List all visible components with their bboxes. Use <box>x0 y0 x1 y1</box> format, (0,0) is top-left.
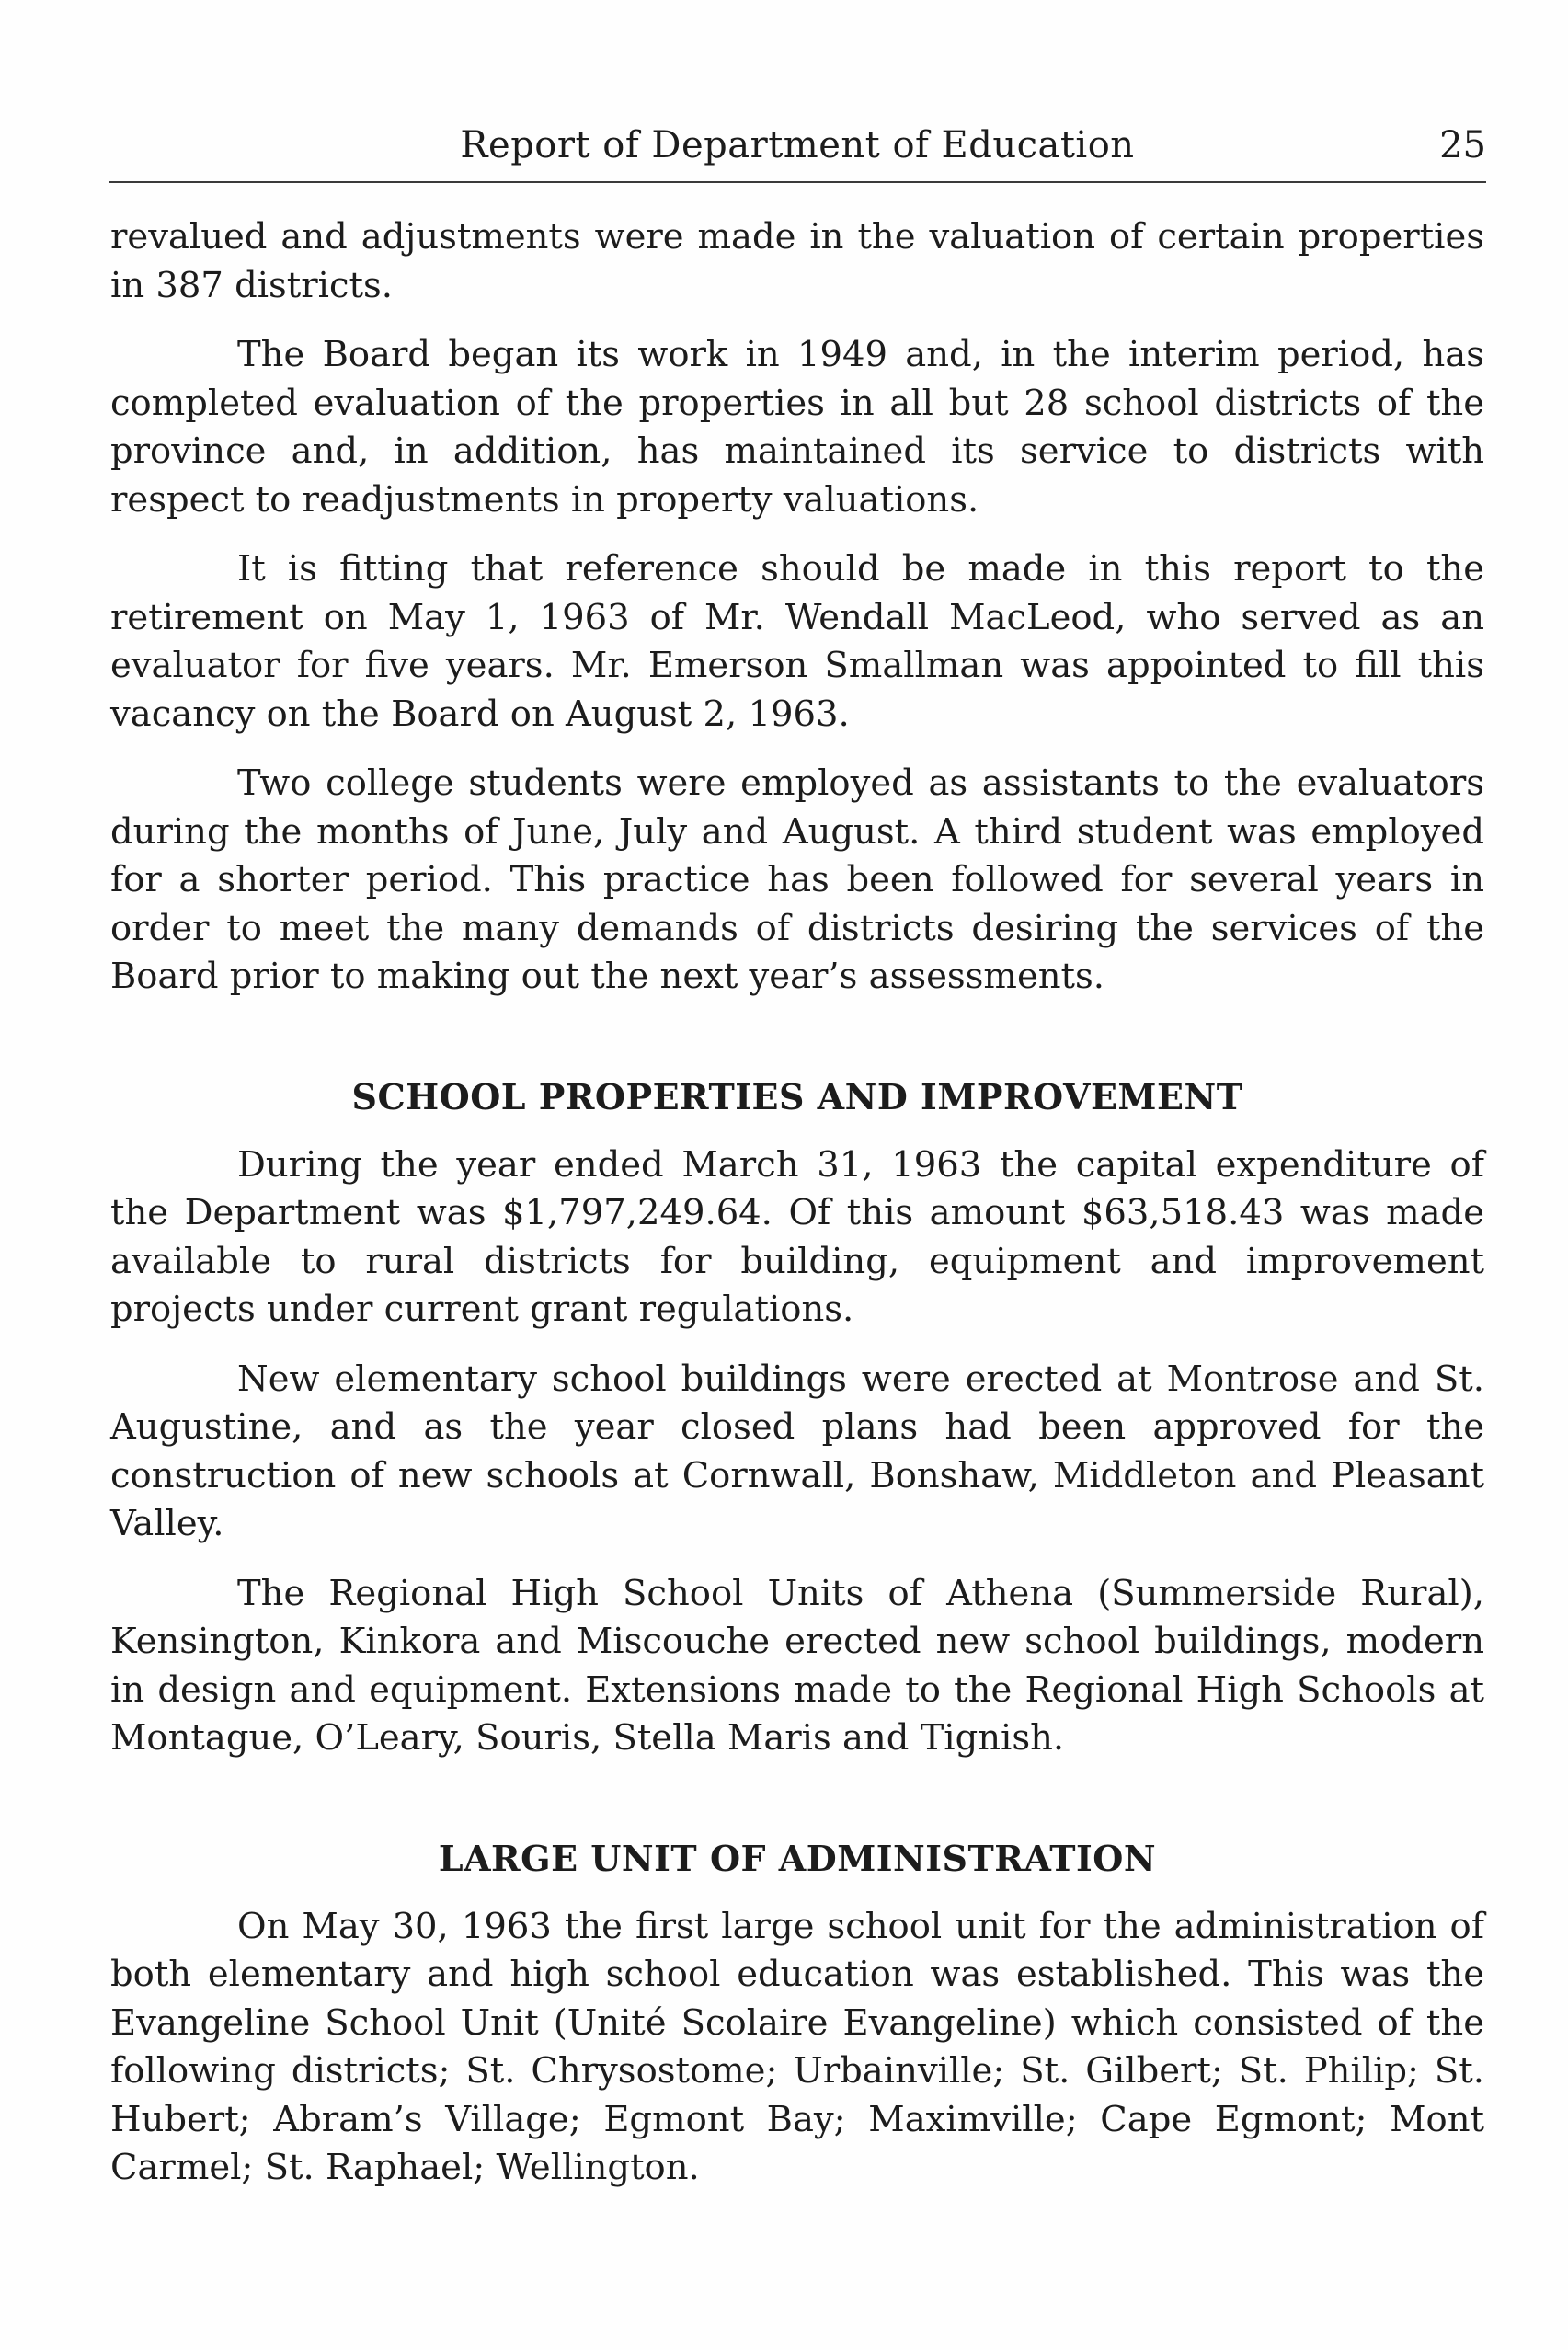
paragraph-continued: revalued and adjustments were made in the valuation of certain properties in 387 districts. <box>110 216 1484 306</box>
running-header <box>109 118 1486 173</box>
running-title: Report of Department of Education <box>460 124 1135 166</box>
section-heading-large-unit: LARGE UNIT OF ADMINISTRATION <box>438 1837 1157 1879</box>
paragraph-students: Two college students were employed as assistants to the evaluators during the months of June, July and August. A third student was employed for a shorter period. This practice has been followed for several years in order to meet the many demands of districts desiring the services of the Board prior to making out the next year’s assessments. <box>110 762 1484 997</box>
paragraph-board-work: The Board began its work in 1949 and, in the interim period, has completed evaluation of the properties in all but 28 school districts of the province and, in addition, has maintained its service to districts with respect to readjustments in property valuations. <box>110 334 1484 521</box>
paragraph-new-buildings: New elementary school buildings were erected at Montrose and St. Augustine, and as the year closed plans had been approved for the construction of new schools at Cornwall, Bonshaw, Middleton and Pleasant Valley. <box>110 1358 1484 1544</box>
page-number: 25 <box>1439 124 1486 166</box>
section-heading-school-properties: SCHOOL PROPERTIES AND IMPROVEMENT <box>351 1075 1243 1118</box>
paragraph-regional-schools: The Regional High School Units of Athena (Summerside Rural), Kensington, Kinkora and Miscouche erected new school buildings, modern in design and equipment. Extensions made to the Regional High Schools at Montague, O’Leary, Souris, Stella Maris and Tignish. <box>110 1572 1484 1759</box>
paragraph-evangeline-unit: On May 30, 1963 the first large school unit for the administration of both elementary and high school education was established. This was the Evangeline School Unit (Unité Scolaire Evangeline) which consisted of the following districts; St. Chrysostome; Urbainville; St. Gilbert; St. Philip; St. Hubert; Abram’s Village; Egmont Bay; Maximville; Cape Egmont; Mont Carmel; St. Raphael; Wellington. <box>110 1905 1484 2188</box>
header-rule <box>109 181 1486 183</box>
body-text <box>110 213 1484 2214</box>
paragraph-retirement: It is fitting that reference should be made in this report to the retirement on May 1, 1963 of Mr. Wendall MacLeod, who served as an evaluator for five years. Mr. Emerson Smallman was appointed to fill this vacancy on the Board on August 2, 1963. <box>110 548 1484 735</box>
paragraph-capital-expenditure: During the year ended March 31, 1963 the capital expenditure of the Department was $1,797,249.64. Of this amount $63,518.43 was made available to rural districts for building, equipment and improvement projects under current grant regulations. <box>110 1143 1484 1330</box>
